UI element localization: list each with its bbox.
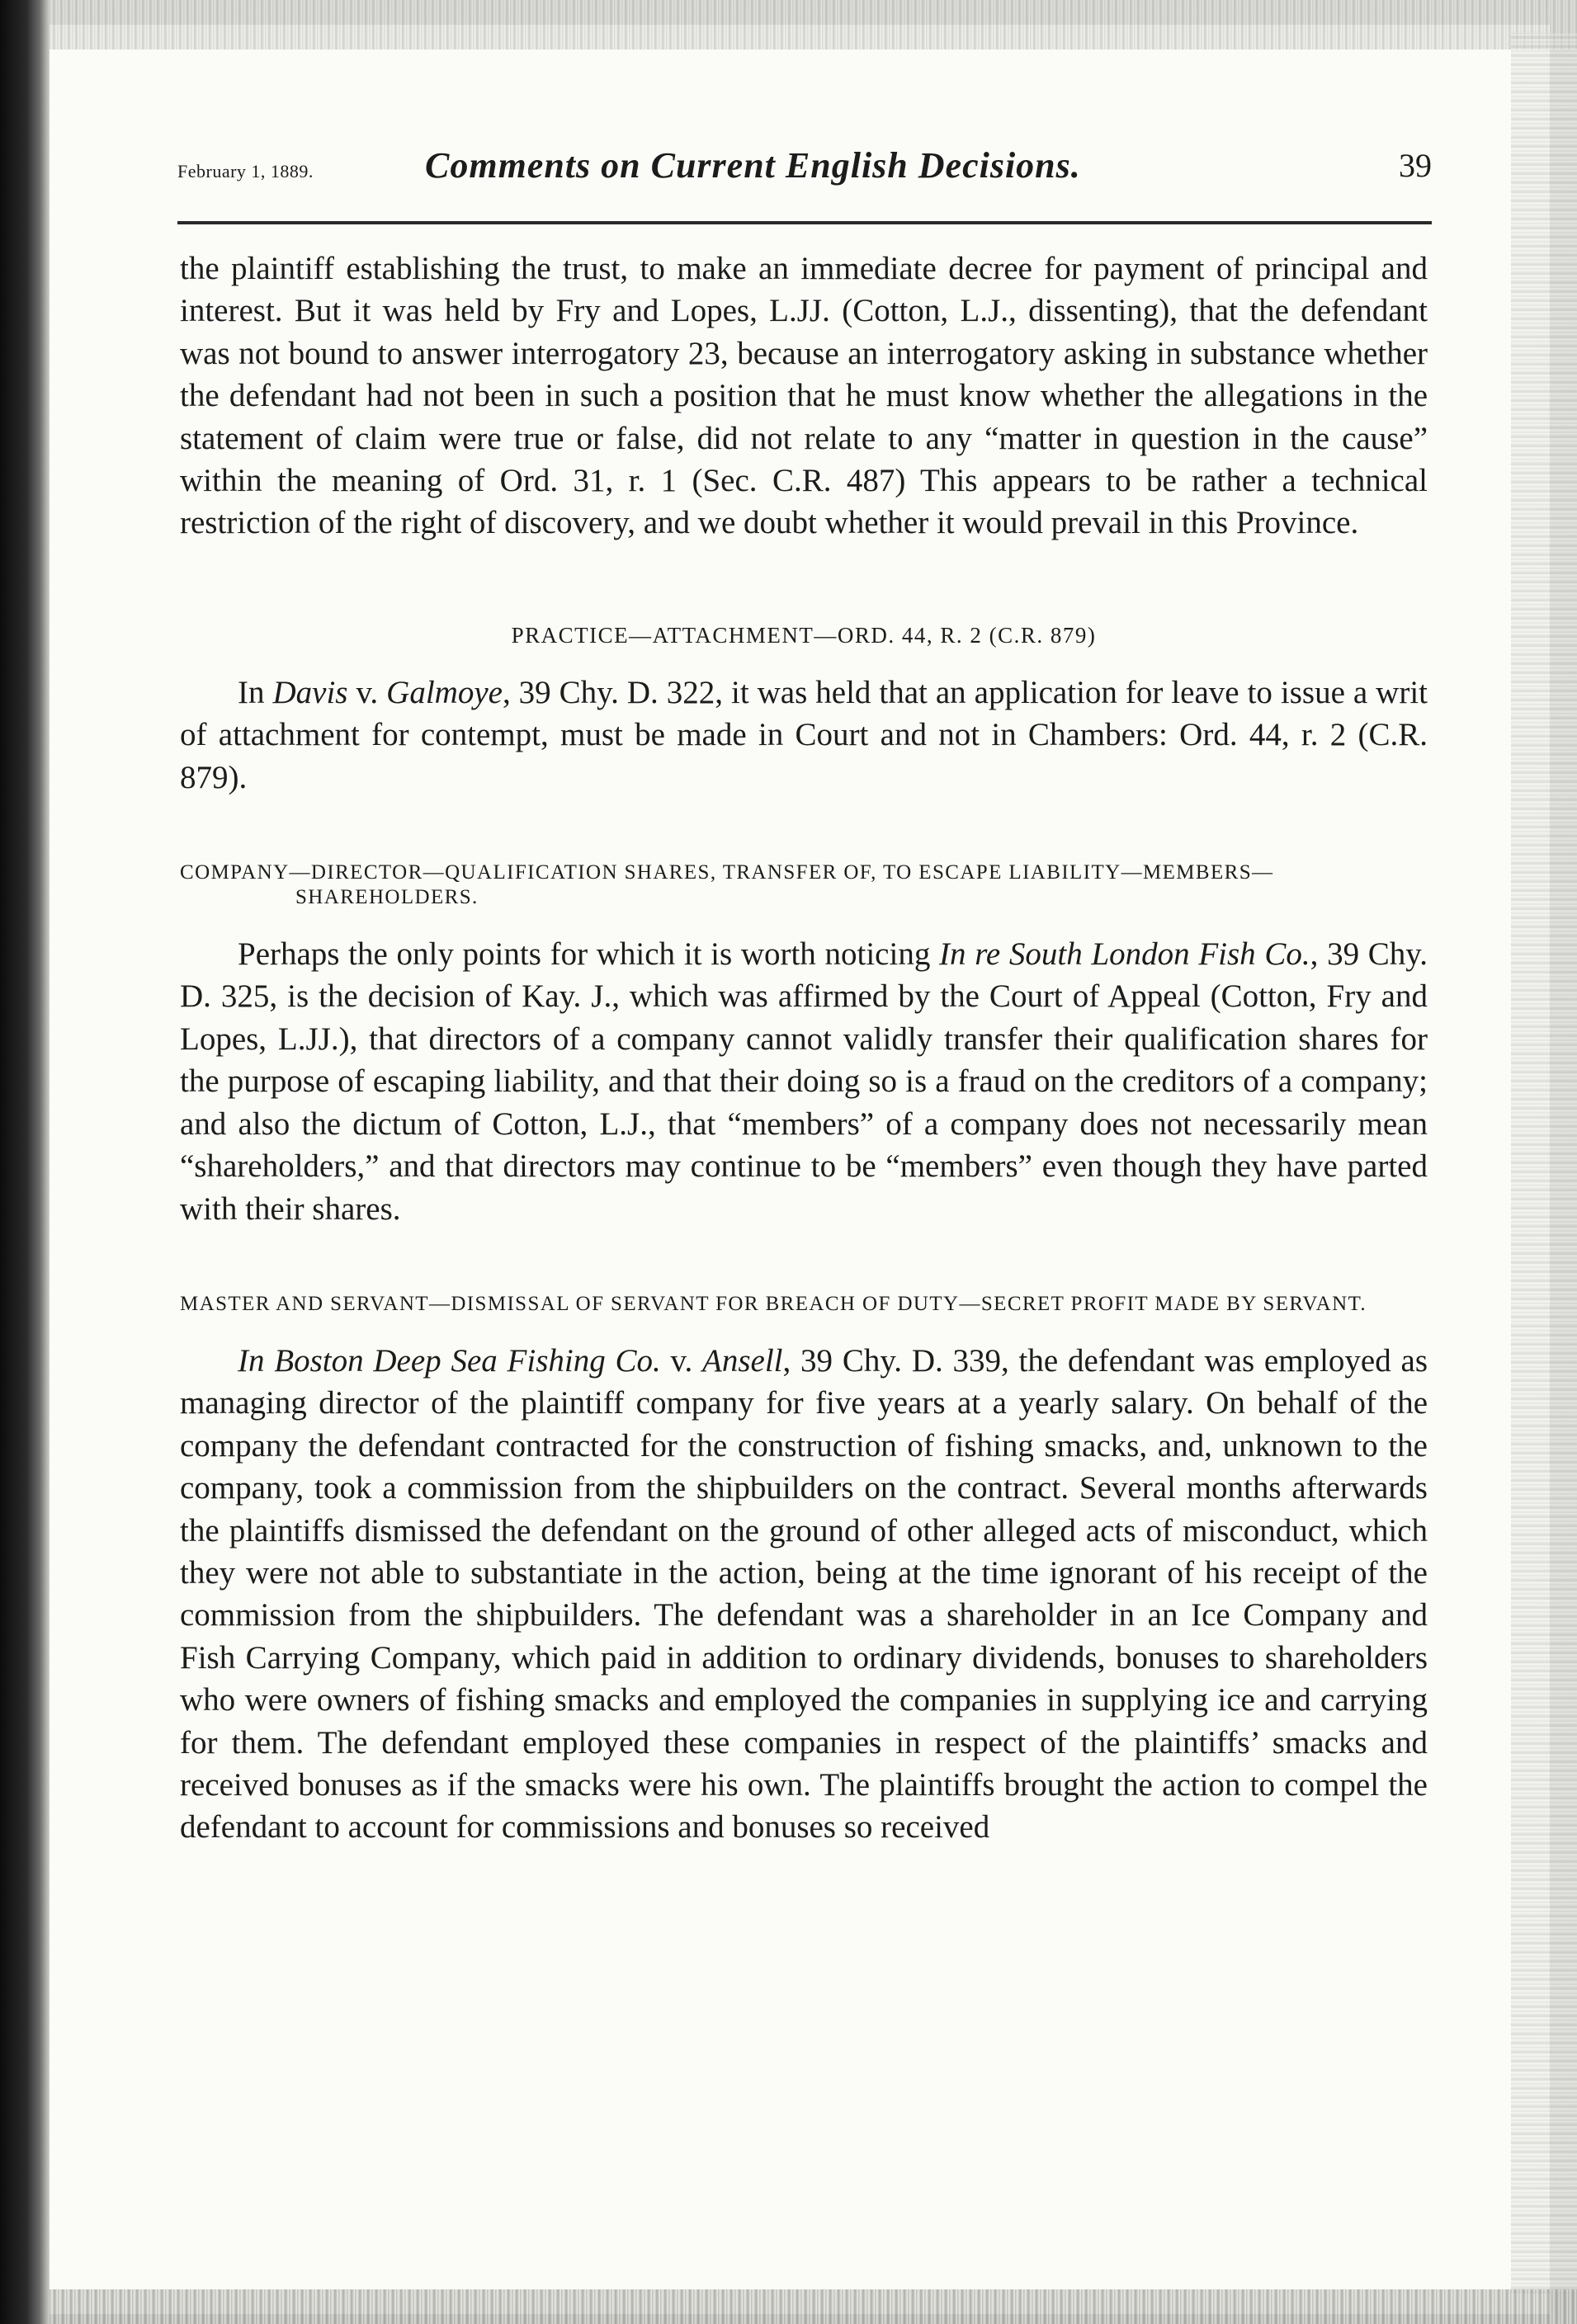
page-number: 39 [1399, 147, 1432, 184]
section-heading-practice: PRACTICE—ATTACHMENT—ORD. 44, R. 2 (C.R. 879) [511, 622, 1097, 648]
scan-right-edge [1511, 33, 1577, 2293]
text-run: Perhaps the only points for which it is worth noticing [238, 936, 940, 973]
text-run: , 39 Chy. D. 339, the defendant was employed as managing director of the plaintiff company for five years at a yearly salary. On behalf of the company the defendant contracted for the construction of fishing smacks, and, unknown to the company, took a commission from the shipbuilders on the contract. Several months afterwards the plaintiffs dismissed the defendant on the ground of other alleged acts of misconduct, which they were not able to substantiate in the action, being at the time ignorant of his receipt of the commission from the shipbuilders. The defendant was a shareholder in an Ice Company and Fish Carrying Company, which paid in addition to ordinary dividends, bonuses to shareholders who were owners of fishing smacks and employed the companies in supplying ice and carrying for them. The defendant employed these companies in respect of the plaintiffs’ smacks and received bonuses as if the smacks were his own. The plaintiffs brought the action to compel the defendant to account for commissions and bonuses so received [180, 1342, 1428, 1846]
case-name: Galmoye [386, 674, 503, 710]
text-run: , 39 Chy. D. 322, it was held that an application for leave to issue a writ of attachment for contempt, must be made in Court and not in Chambers: Ord. 44, r. 2 (C.R. 879). [180, 674, 1428, 795]
text-run: , 39 Chy. D. 325, is the decision of Kay. J., which was affirmed by the Court of Appeal (Cotton, Fry and Lopes, L.JJ.), that directors of a company cannot validly transfer their qualification shares for the purpose of escaping liability, and that their doing so is a fraud on the creditors of a company; and also the dictum of Cotton, L.J., that “members” of a company does not necessarily mean “shareholders,” and that directors may continue to be “members” even though they have parted with their shares. [180, 936, 1428, 1227]
case-name: In re South London Fish Co. [939, 936, 1310, 973]
article-body [180, 247, 1428, 1849]
paragraph-continued: the plaintiff establishing the trust, to make an immediate decree for payment of principal and interest. But it was held by Fry and Lopes, L.JJ. (Cotton, L.J., dissenting), that the defendant was not bound to answer interrogatory 23, because an interrogatory asking in substance whether the defendant had not been in such a position that he must know whether the allegations in the statement of claim were true or false, did not relate to any “matter in question in the cause” within the meaning of Ord. 31, r. 1 (Sec. C.R. 487) This appears to be rather a technical restriction of the right of discovery, and we doubt whether it would prevail in this Province. [180, 251, 1428, 541]
running-head-title: Comments on Current English Decisions. [425, 145, 1081, 186]
scan-bottom-edge [50, 2289, 1577, 2324]
text-run: v. [347, 674, 387, 710]
running-head-date: February 1, 1889. [177, 161, 314, 181]
scan-top-edge [50, 0, 1577, 49]
section-heading-company: COMPANY—DIRECTOR—QUALIFICATION SHARES, TRANSFER OF, TO ESCAPE LIABILITY—MEMBERS—SHAREHOLDERS. [180, 861, 1274, 909]
paragraph-davis-v-galmoye [180, 672, 1428, 799]
case-name: In Boston Deep Sea Fishing Co. [238, 1342, 661, 1379]
running-head [177, 144, 1432, 194]
case-name: Ansell [702, 1342, 783, 1379]
case-name: Davis [272, 674, 348, 710]
paragraph-south-london-fish [180, 933, 1428, 1230]
scan-binding-shadow [0, 0, 50, 2324]
text-run: v. [660, 1342, 703, 1379]
text-run: In [238, 674, 273, 710]
paragraph-boston-deep-sea [180, 1340, 1428, 1849]
header-rule [177, 221, 1432, 224]
section-heading-master-servant: MASTER AND SERVANT—DISMISSAL OF SERVANT FOR BREACH OF DUTY—SECRET PROFIT MADE BY SERVANT. [180, 1292, 1367, 1315]
